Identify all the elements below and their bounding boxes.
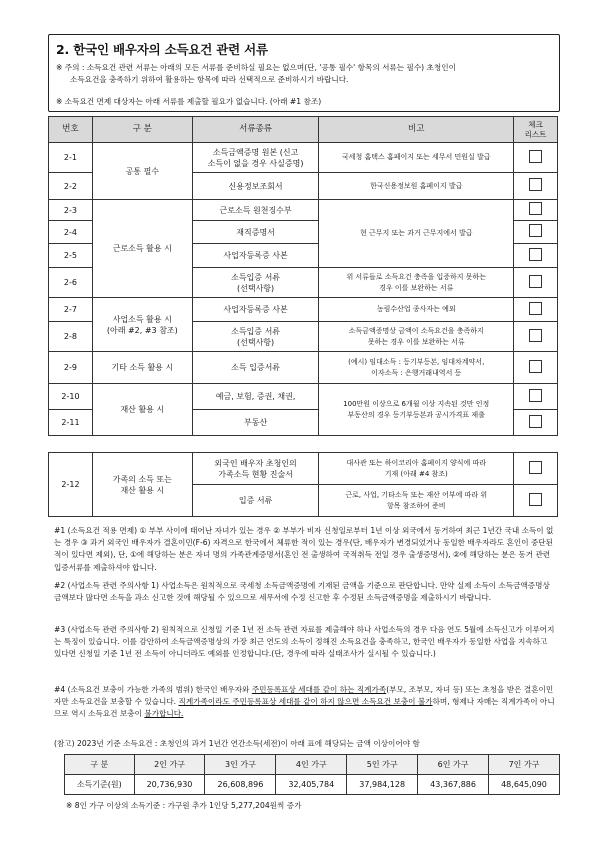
income-header: 7인 가구	[489, 755, 560, 775]
row-note: 농림수산업 종사자는 예외	[319, 298, 514, 322]
row-no: 2-3	[49, 200, 93, 221]
row-no: 2-4	[49, 221, 93, 244]
row-category: 근로소득 활용 시	[92, 200, 192, 298]
checkbox-cell	[514, 268, 558, 298]
row-doc: 소득입증 서류 (선택사항)	[192, 322, 319, 352]
row-doc: 근로소득 원천징수부	[192, 200, 319, 221]
income-header: 4인 가구	[276, 755, 347, 775]
income-standard-table	[64, 754, 560, 795]
footnote-2: #2 (사업소득 관련 주의사항 1) 사업소득은 원칙적으로 국세청 소득금액증명에 기재된 금액을 기준으로 판단합니다. 만약 실제 소득이 소득금액증명상 금액보다 많다면 소득을 과소 신고한 것에 해당될 수 있으므로 세무서에 수정 신고한 후 수정된 소득금액증명을 제출하시기 바랍니다.	[54, 581, 550, 603]
income-header: 5인 가구	[347, 755, 418, 775]
table-row	[49, 200, 558, 221]
row-no: 2-12	[49, 453, 93, 517]
note-1-line-a: ※ 주의 : 소득요건 관련 서류는 아래의 모든 서류를 준비하실 필요는 없으며(단, '공통 필수' 항목의 서류는 필수) 초청인이	[56, 63, 456, 72]
row-doc: 외국인 배우자 초청인의 가족소득 현황 진술서	[192, 453, 319, 485]
reference-note: (참고) 2023년 기준 소득요건 : 초청인의 과거 1년간 연간소득(세전)이 아래 표에 해당되는 금액 이상이어야 함	[54, 739, 420, 748]
row-note: 현 근무지 또는 과거 근무지에서 발급	[319, 200, 514, 268]
row-doc: 소득입증 서류 (선택사항)	[192, 268, 319, 298]
row-doc: 사업자등록증 사본	[192, 244, 319, 268]
footnote-4-d: 직계가족이라도 주민등록표상 세대를 같이 하지 않으면 소득요건 보충이 불가	[178, 697, 433, 707]
table-row	[49, 143, 558, 173]
row-note: 100만원 이상으로 6개월 이상 지속된 것만 인정 부동산의 경우 등기부등본과 공시가격표 제출	[319, 384, 514, 436]
table-row	[49, 384, 558, 410]
row-note: 한국신용정보원 홈페이지 발급	[319, 173, 514, 200]
row-no: 2-9	[49, 352, 93, 384]
checkbox[interactable]	[529, 461, 542, 474]
row-doc: 소득 입증서류	[192, 352, 319, 384]
checkbox-cell	[514, 298, 558, 322]
income-value-row	[65, 775, 560, 795]
note-1-line-b: 소득요건을 충족하기 위하여 활용하는 항목에 따라 선택적으로 준비하시기 바랍니다.	[70, 74, 349, 84]
footnote-4-e: 하며, 형제나 자매는 직계가족이 아니므로 역시 소득요건 보충이	[54, 697, 555, 719]
row-note: 근로, 사업, 기타소득 또는 재산 어부에 따라 위 항목 참조하여 준비	[319, 485, 514, 517]
income-value: 43,367,886	[418, 775, 489, 795]
income-value: 32,405,784	[276, 775, 347, 795]
footnote-3: #3 (사업소득 관련 주의사항 2) 원칙적으로 신청일 기준 1년 전 소득 관련 자료를 제출해야 하나 사업소득의 경우 다음 연도 5월에 소득신고가 이루어지는 특징이 있습니다. 이를 감안하여 소득금액증명상의 가장 최근 연도의 소득이 정해진 소득요건을 충족하고, 한국인 배우자가 동일한 사업을 지속하고 있다면 신청일 기준 1년 전 소득이 아니더라도 예외를 인정합니다.(단, 경우에 따라 실태조사가 실시될 수 있습니다.)	[54, 625, 555, 659]
checkbox[interactable]	[529, 415, 542, 428]
checkbox-cell	[514, 200, 558, 221]
row-no: 2-10	[49, 384, 93, 410]
row-category: 재산 활용 시	[92, 384, 192, 436]
row-note: 국세청 홈택스 홈페이지 또는 세무서 민원실 발급	[319, 143, 514, 173]
row-no: 2-8	[49, 322, 93, 352]
row-no: 2-1	[49, 143, 93, 173]
row-no: 2-5	[49, 244, 93, 268]
checkbox-cell	[514, 352, 558, 384]
checkbox[interactable]	[529, 389, 542, 402]
checkbox-cell	[514, 143, 558, 173]
checkbox[interactable]	[529, 360, 542, 373]
row-no: 2-2	[49, 173, 93, 200]
income-value: 48,645,090	[489, 775, 560, 795]
row-doc: 입증 서류	[192, 485, 319, 517]
row-doc: 사업자등록증 사본	[192, 298, 319, 322]
row-doc: 재직증명서	[192, 221, 319, 244]
note-2: ※ 소득요건 면제 대상자는 아래 서류를 제출할 필요가 없습니다. (아래 #1 참조)	[56, 97, 322, 106]
income-header: 구 분	[65, 755, 135, 775]
checkbox-cell	[514, 322, 558, 352]
table-row	[49, 352, 558, 384]
header-category: 구 분	[92, 117, 192, 143]
row-no: 2-6	[49, 268, 93, 298]
row-note: 소득금액증명상 금액이 소득요건을 충족하지 못하는 경우 이를 보완하는 서류	[319, 322, 514, 352]
row-category: 기타 소득 활용 시	[92, 352, 192, 384]
checkbox[interactable]	[529, 493, 542, 506]
row-doc: 신용정보조회서	[192, 173, 319, 200]
table-row	[49, 453, 558, 485]
row-no: 2-11	[49, 410, 93, 436]
footnote-4-f: 불가합니다.	[144, 709, 184, 719]
income-value: 26,608,896	[205, 775, 276, 795]
extra-note: ※ 8인 가구 이상의 소득기준 : 가구원 추가 1인당 5,277,204원씩 증가	[66, 801, 302, 810]
table-header-row	[49, 117, 558, 143]
checkbox[interactable]	[529, 224, 542, 237]
checkbox[interactable]	[529, 302, 542, 315]
documents-table	[48, 116, 558, 436]
checkbox[interactable]	[529, 275, 542, 288]
checkbox-cell	[514, 485, 558, 517]
row-doc: 소득금액증명 원본 (신고 소득이 없을 경우 사실증명)	[192, 143, 319, 173]
row-category: 가족의 소득 또는 재산 활용 시	[92, 453, 192, 517]
header-check: 체크 리스트	[514, 117, 558, 143]
checkbox-cell	[514, 453, 558, 485]
checkbox[interactable]	[529, 329, 542, 342]
header-no: 번호	[49, 117, 93, 143]
income-header: 6인 가구	[418, 755, 489, 775]
income-header: 3인 가구	[205, 755, 276, 775]
checkbox-cell	[514, 410, 558, 436]
income-header: 2인 가구	[134, 755, 205, 775]
row-category: 공통 필수	[92, 143, 192, 200]
row-no: 2-7	[49, 298, 93, 322]
row-note: 위 서류들로 소득요건 충족을 입증하지 못하는 경우 이를 보완하는 서류	[319, 268, 514, 298]
checkbox-cell	[514, 244, 558, 268]
checkbox[interactable]	[529, 202, 542, 215]
header-doc: 서류종류	[192, 117, 319, 143]
note-1	[56, 62, 554, 85]
table-row	[49, 298, 558, 322]
row-doc: 부동산	[192, 410, 319, 436]
income-header-row	[65, 755, 560, 775]
footnote-4-c: (부모, 조부모, 자녀 등) 또는 초청을 받은 결혼이민자만 소득요건을 보충할 수 있습니다.	[54, 685, 554, 707]
income-label: 소득기준(원)	[65, 775, 135, 795]
page-title: 2. 한국인 배우자의 소득요건 관련 서류	[56, 42, 268, 57]
row-doc: 예금, 보험, 증권, 채권,	[192, 384, 319, 410]
row-note: (예시) 임대소득 : 등기부등본, 임대차계약서, 이자소득 : 은행거래내역서 등	[319, 352, 514, 384]
income-value: 37,984,128	[347, 775, 418, 795]
footnote-1: #1 (소득요건 적용 면제) ① 부부 사이에 태어난 자녀가 있는 경우 ② 부부가 비자 신청일로부터 1년 이상 외국에서 동거하여 최근 1년간 국내 소득이 없는 경우 ③ 과거 외국인 배우자가 결혼이민(F-6) 자격으로 한국에서 체류한 적이 있는 경우(단, 배우자가 변경되었거나 동일한 배우자라도 혼인이 중단된 적이 있다면 제외), 단, ①에 해당하는 분은 자녀 명의 가족관계증명서(혼인 전 출생하여 국적취득 전일 경우 출생증명서), ②에 해당하는 분은 동거 관련 입증서류를 제출하셔야 합니다.	[54, 526, 554, 572]
header-note: 비고	[319, 117, 514, 143]
checkbox-cell	[514, 384, 558, 410]
checkbox-cell	[514, 173, 558, 200]
checkbox[interactable]	[529, 150, 542, 163]
footnote-4-b: 주민등록표상 세대를 같이 하는 직계가족	[251, 685, 387, 694]
footnote-4	[54, 684, 556, 721]
checkbox[interactable]	[529, 178, 542, 191]
row-note: 대사관 또는 하이코리아 홈페이지 양식에 따라 기재 (아래 #4 참조)	[319, 453, 514, 485]
family-income-table	[48, 452, 558, 517]
income-value: 20,736,930	[134, 775, 205, 795]
row-category: 사업소득 활용 시 (아래 #2, #3 참조)	[92, 298, 192, 352]
checkbox[interactable]	[529, 248, 542, 261]
checkbox-cell	[514, 221, 558, 244]
footnote-4-a: #4 (소득요건 보충이 가능한 가족의 범위) 한국인 배우자와	[54, 685, 250, 694]
